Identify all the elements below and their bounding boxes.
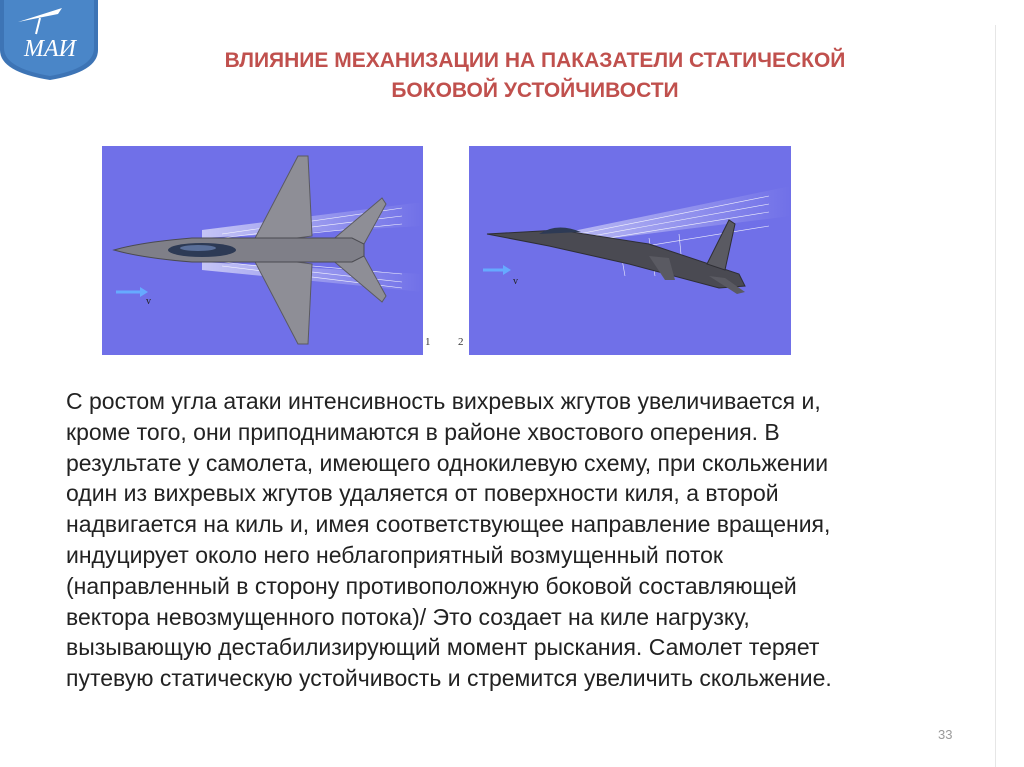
body-paragraph: С ростом угла атаки интенсивность вихревых жгутов увеличивается и, кроме того, они приподнимаются в районе хвостового оперения. В результате у самолета, имеющего однокилевую схему, при скольжении один из вихревых жгутов удаляется от поверхности киля, а второй надвигается на киль и, имея соответствующее направление вращения, индуцирует около него неблагоприятный возмущенный поток (направленный в сторону противоположную боковой составляющей вектора невозмущенного потока)/ Это создает на киле нагрузку, вызывающую дестабилизирующий момент рыскания. Самолет теряет путевую статическую устойчивость и стремится увеличить скольжение.: [66, 388, 832, 692]
velocity-label-1: v: [146, 296, 151, 307]
slide-title: [120, 46, 950, 106]
title-line-2: БОКОВОЙ УСТОЙЧИВОСТИ: [391, 79, 679, 102]
page-number: 33: [938, 727, 953, 742]
velocity-label-2: v: [513, 276, 518, 287]
logo-text: МАИ: [24, 36, 76, 62]
title-line-1: ВЛИЯНИЕ МЕХАНИЗАЦИИ НА ПАКАЗАТЕЛИ СТАТИЧЕСКОЙ: [224, 49, 846, 72]
slide-border-line: [995, 25, 996, 767]
aircraft-top-view-image: [102, 146, 423, 355]
mai-logo: [0, 0, 100, 80]
figure-1-label: 1: [425, 336, 431, 348]
aircraft-side-view-image: [469, 146, 791, 355]
figure-2-label: 2: [458, 336, 464, 348]
